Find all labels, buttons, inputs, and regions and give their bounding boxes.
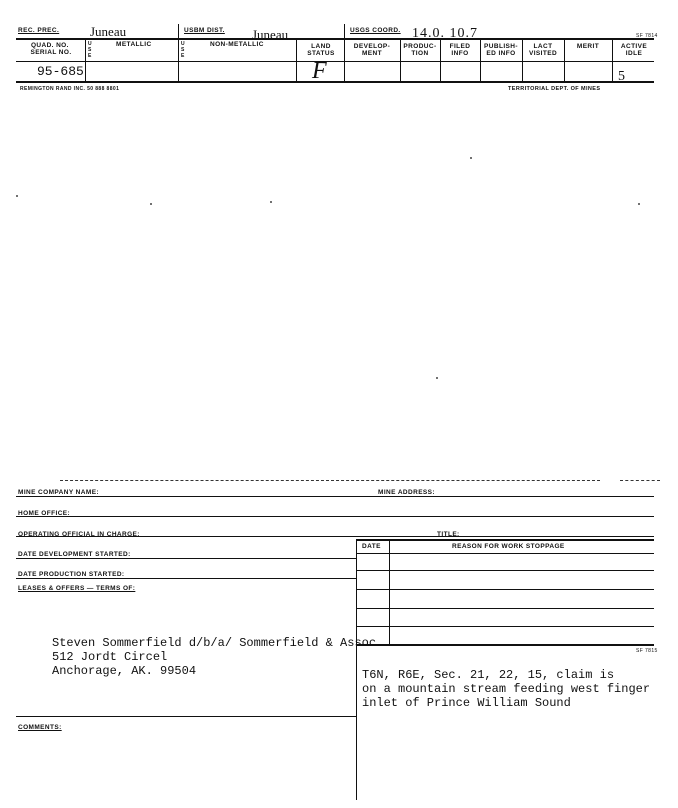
- divider: [344, 24, 345, 82]
- comments-label: COMMENTS:: [18, 724, 62, 731]
- nonmetallic-label: NON-METALLIC: [210, 41, 264, 48]
- header-rule-top: [16, 38, 654, 40]
- rule: [356, 626, 654, 627]
- divider: [178, 24, 179, 82]
- speck: [638, 203, 640, 205]
- quad-serial-label: [18, 42, 84, 56]
- date-production-label: DATE PRODUCTION STARTED:: [18, 571, 125, 578]
- operating-official-label: OPERATING OFFICIAL IN CHARGE:: [18, 531, 140, 538]
- last-visited-label: LACT VISITED: [528, 43, 558, 57]
- rec-prec-value: Juneau: [90, 24, 127, 39]
- date-development-label: DATE DEVELOPMENT STARTED:: [18, 551, 131, 558]
- use-label-metallic: U S E: [88, 41, 93, 59]
- metallic-label: METALLIC: [116, 41, 152, 48]
- rule: [16, 716, 356, 717]
- land-status-value: F: [312, 58, 327, 84]
- usgs-coord-value: 14.0. 10.7: [412, 26, 478, 41]
- lessee-line-3: Anchorage, AK. 99504: [52, 664, 197, 678]
- merit-label: MERIT: [576, 43, 600, 50]
- speck: [436, 377, 438, 379]
- rule: [16, 578, 356, 579]
- production-label: PRODUC- TION: [403, 43, 437, 57]
- divider: [389, 540, 390, 645]
- date-column-label: DATE: [362, 543, 381, 550]
- rule: [356, 644, 654, 646]
- location-line-3: inlet of Prince William Sound: [362, 696, 571, 710]
- divider: [85, 39, 86, 82]
- speck: [270, 201, 272, 203]
- serial-value: 95-685: [37, 64, 84, 79]
- title-label: TITLE:: [437, 531, 460, 538]
- rule: [356, 539, 654, 541]
- rule: [356, 608, 654, 609]
- rule: [16, 516, 654, 517]
- header-rule-bottom: [16, 81, 654, 83]
- form-number-top: SF 7814: [636, 33, 658, 39]
- rule: [16, 496, 654, 497]
- leases-offers-label: LEASES & OFFERS — TERMS OF:: [18, 585, 136, 592]
- published-info-label: PUBLISH- ED INFO: [484, 43, 518, 57]
- location-line-2: on a mountain stream feeding west finger: [362, 682, 651, 696]
- usbm-dist-value: Juneau: [252, 27, 289, 42]
- land-status-label: LAND STATUS: [307, 43, 335, 57]
- filed-info-label: FILED INFO: [449, 43, 471, 57]
- rule: [356, 570, 654, 571]
- rec-prec-label: REC. PREC.: [18, 27, 60, 34]
- home-office-label: HOME OFFICE:: [18, 510, 71, 517]
- rule: [356, 589, 654, 590]
- form-number-bottom: SF 7815: [636, 648, 658, 654]
- rule: [356, 553, 654, 554]
- use-label-nonmetallic: U S E: [181, 41, 186, 59]
- serial-label: SERIAL NO.: [30, 49, 72, 56]
- divider: [296, 39, 297, 82]
- header-rule-mid: [16, 61, 654, 62]
- location-line-1: T6N, R6E, Sec. 21, 22, 15, claim is: [362, 668, 615, 682]
- divider: [356, 540, 357, 800]
- speck: [470, 157, 472, 159]
- active-idle-value: 5: [618, 69, 625, 84]
- tear-line: [60, 480, 600, 481]
- speck: [150, 203, 152, 205]
- development-label: DEVELOP- MENT: [353, 43, 391, 57]
- active-idle-label: ACTIVE IDLE: [620, 43, 648, 57]
- reason-column-label: REASON FOR WORK STOPPAGE: [452, 543, 565, 550]
- quad-label: QUAD. NO.: [30, 42, 69, 49]
- rule: [16, 558, 356, 559]
- lessee-line-2: 512 Jordt Circel: [52, 650, 168, 664]
- mine-address-label: MINE ADDRESS:: [378, 489, 435, 496]
- speck: [16, 195, 18, 197]
- tear-line: [620, 480, 660, 481]
- usgs-coord-label: USGS COORD.: [350, 27, 401, 34]
- mine-company-label: MINE COMPANY NAME:: [18, 489, 99, 496]
- printer-line: REMINGTON RAND INC. 50 888 8801: [20, 86, 120, 92]
- usbm-dist-label: USBM DIST.: [184, 27, 225, 34]
- lessee-line-1: Steven Sommerfield d/b/a/ Sommerfield & Assoc.: [52, 636, 384, 650]
- dept-line: TERRITORIAL DEPT. OF MINES: [508, 86, 601, 92]
